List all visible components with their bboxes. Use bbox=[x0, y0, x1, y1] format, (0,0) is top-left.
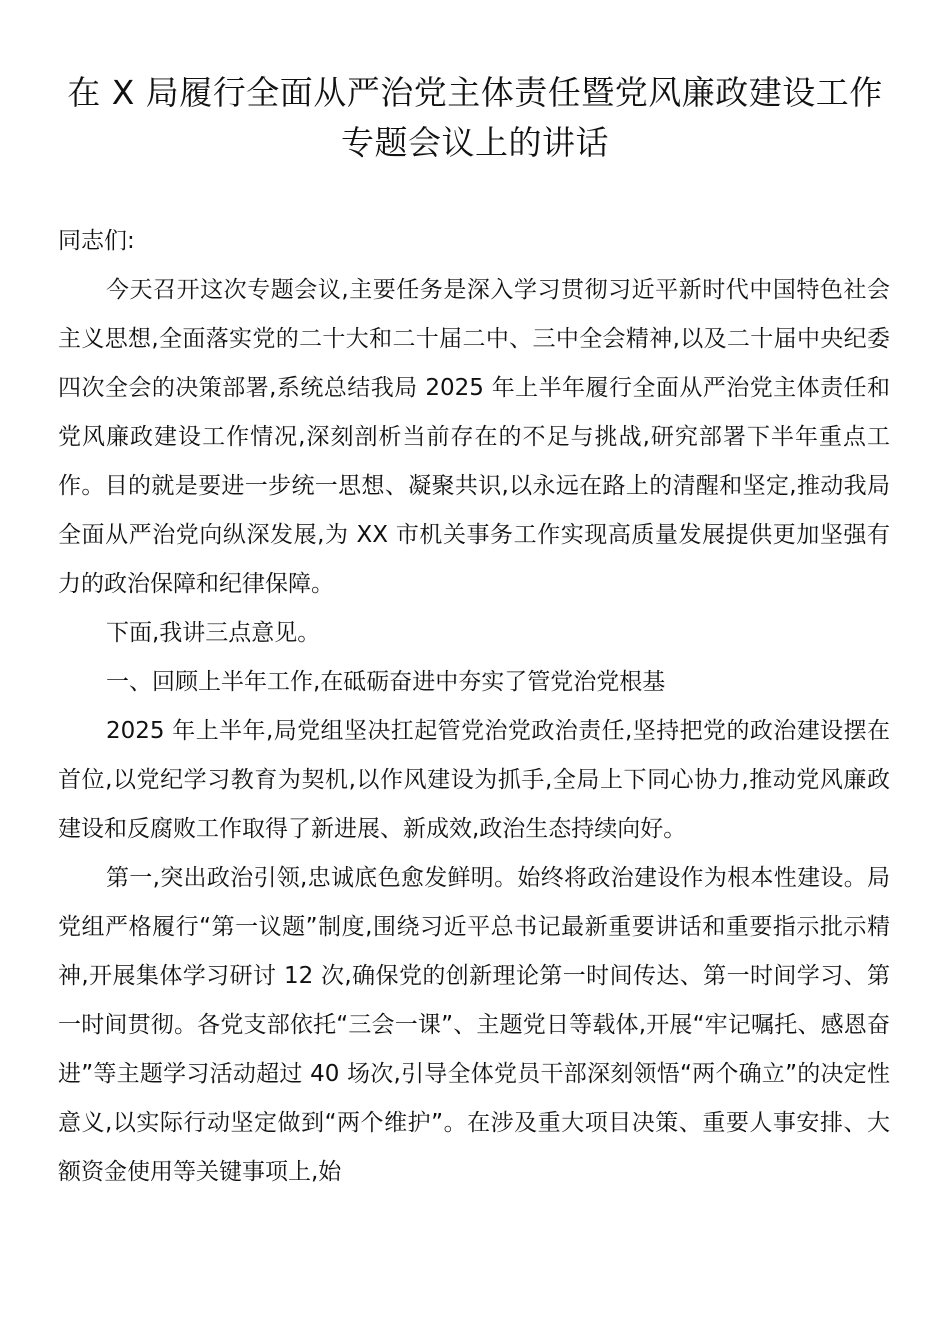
document-title: 在 X 局履行全面从严治党主体责任暨党风廉政建设工作专题会议上的讲话 bbox=[67, 73, 883, 162]
section-heading-one: 一、回顾上半年工作,在砥砺奋进中夯实了管党治党根基 bbox=[106, 669, 666, 695]
document-body bbox=[58, 217, 890, 1197]
paragraph-intro: 今天召开这次专题会议,主要任务是深入学习贯彻习近平新时代中国特色社会主义思想,全面落实党的二十大和二十届二中、三中全会精神,以及二十届中央纪委四次全会的决策部署,系统总结我局 2025 年上半年履行全面从严治党主体责任和党风廉政建设工作情况,深刻剖析当前存在的不足与挑战,研究部署下半年重点工作。目的就是要进一步统一思想、凝聚共识,以永远在路上的清醒和坚定,推动我局全面从严治党向纵深发展,为 XX 市机关事务工作实现高质量发展提供更加坚强有力的政治保障和纪律保障。 bbox=[58, 277, 890, 597]
salutation: 同志们: bbox=[58, 228, 135, 254]
paragraph-three-points: 下面,我讲三点意见。 bbox=[106, 620, 321, 646]
paragraph-first-half-review: 2025 年上半年,局党组坚决扛起管党治党政治责任,坚持把党的政治建设摆在首位,以党纪学习教育为契机,以作风建设为抓手,全局上下同心协力,推动党风廉政建设和反腐败工作取得了新进展、新成效,政治生态持续向好。 bbox=[58, 718, 890, 842]
paragraph-political-leadership: 第一,突出政治引领,忠诚底色愈发鲜明。始终将政治建设作为根本性建设。局党组严格履行“第一议题”制度,围绕习近平总书记最新重要讲话和重要指示批示精神,开展集体学习研讨 12 次,确保党的创新理论第一时间传达、第一时间学习、第一时间贯彻。各党支部依托“三会一课”、主题党日等载体,开展“牢记嘱托、感恩奋进”等主题学习活动超过 40 场次,引导全体党员干部深刻领悟“两个确立”的决定性意义,以实际行动坚定做到“两个维护”。在涉及重大项目决策、重要人事安排、大额资金使用等关键事项上,始 bbox=[58, 865, 890, 1185]
